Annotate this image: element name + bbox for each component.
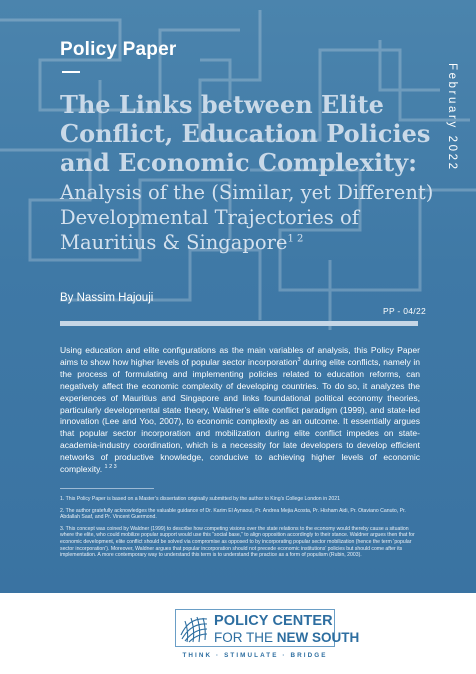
policy-center-logo[interactable]	[175, 609, 360, 647]
series-rule	[62, 71, 80, 73]
logo-tagline: THINK · STIMULATE · BRIDGE	[182, 652, 328, 659]
subtitle-footnote-refs: 1 2	[287, 233, 304, 245]
logo-subtitle-prefix: FOR THE	[214, 630, 277, 645]
logo-title: POLICY CENTER	[214, 613, 333, 629]
globe-grid-icon	[179, 613, 209, 643]
paper-number: PP - 04/22	[382, 306, 426, 316]
logo-subtitle-bold: NEW SOUTH	[276, 630, 360, 645]
logo-subtitle	[214, 630, 359, 645]
publication-date: February 2022	[446, 63, 458, 172]
series-label: Policy Paper	[60, 39, 177, 60]
abstract	[60, 345, 420, 476]
abstract-end-refs: 1 2 3	[104, 464, 117, 471]
footnotes	[60, 496, 420, 564]
abstract-footnote-ref: 3	[297, 357, 301, 364]
footnote-3: 3. This concept was coined by Waldner (1999) to describe how competing visions over the state relations to the economy would thereby cause a situation where the elite, who could mobilize popular support would use this “social base,” to align opposition accordingly to their stance. Waldner argues then that for economic development, elite conflict should be solved via compromise as opposed to by incorporating popular sector mobilization (hence the term ‘popular sector incorporation’). Moreover, Waldner argues that popular incorporation should not precede economic institutions’ policies but should come after its implementation. A more contemporary way to understand this term is to understand the practice as a form of populism (Rubin, 2003).	[60, 525, 415, 559]
paper-title: The Links between Elite Conflict, Education Policies and Economic Complexity:	[60, 90, 431, 177]
author-line: By Nassim Hajouji	[60, 292, 154, 304]
logo-area	[0, 593, 476, 674]
footnotes-rule	[60, 488, 154, 489]
abstract-part-2: during elite conflicts, namely in the process of formulating and implementing policies related to education reforms, can negatively affect the economic complexity of developing countries. To do so, it analyzes the experiences of Mauritius and Singapore and links foundational political economy theories, particularly developmental state theory, Waldner’s elite conflict paradigm (1999), and state-led innovation (Lee and Yoo, 2007), to economic complexity as an outcome. It essentially argues that popular sector incorporation and mobilization during elite conflict impedes on state-academia-industry coordination, which is a necessity for late developers to develop efficient networks of productive knowledge, conducive to achieving higher levels of economic complexity.	[60, 356, 420, 475]
paper-subtitle-text: Analysis of the (Similar, yet Different) Developmental Trajectories of Mauritius & Singapore	[60, 181, 434, 254]
footnote-2: 2. The author gratefully acknowledges the valuable guidance of Dr. Karim El Aynaoui, Pr. Andrea Mejia Acosta, Pr. Hisham Aidi, Pr. Otaviano Canuto, Pr. Abdallah Saaf, and Pr. Vincent Guermond.	[60, 507, 406, 521]
abstract-part-1: Using education and elite configurations as the main variables of analysis, this Policy Paper aims to show how higher levels of popular sector incorporation	[60, 345, 420, 367]
paper-subtitle	[60, 180, 450, 255]
section-divider	[60, 321, 418, 326]
footnote-1: 1. This Policy Paper is based on a Master’s dissertation originally submitted by the author to King’s College London in 2021	[60, 496, 340, 502]
